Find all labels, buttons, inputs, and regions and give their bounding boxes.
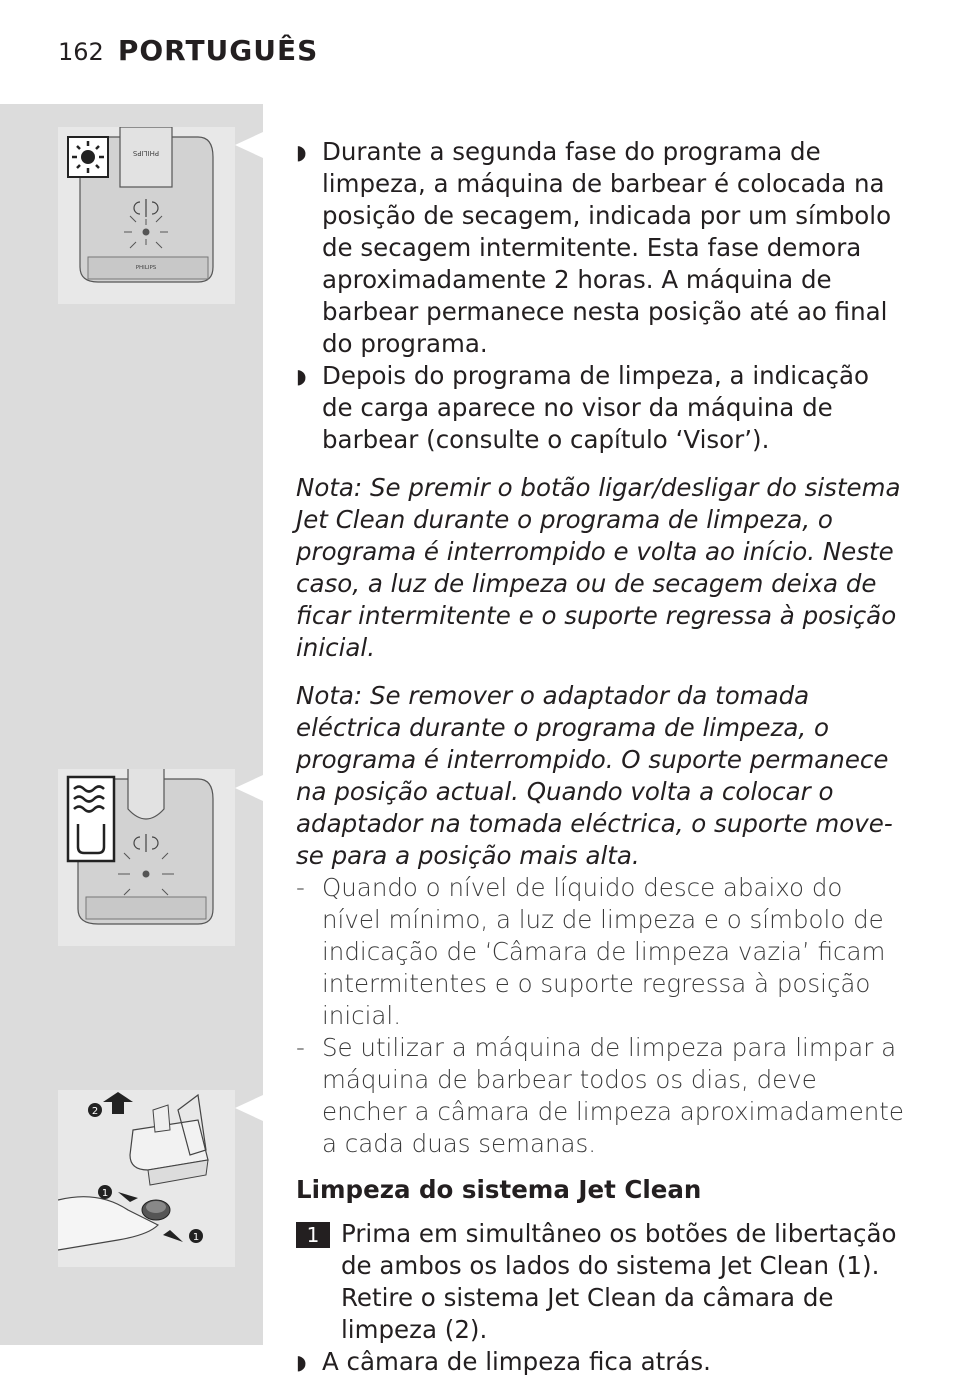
figure-pointer: [235, 1093, 263, 1123]
triangle-bullet-icon: ◗: [296, 364, 307, 388]
note-paragraph: Nota: Se remover o adaptador da tomada eléctrica durante o programa de limpeza, o programa é interrompido. O suporte permanece na posição actual. Quando volta a colocar o adaptador na tomada eléctrica, o suporte move-se para a posição mais alta.: [296, 681, 893, 870]
figure-remove-jet-clean: [58, 1090, 235, 1267]
dash-item: - Quando o nível de líquido desce abaixo do nível mínimo, a luz de limpeza e o símbolo de indicação de ‘Câmara de limpeza vazia’ ficam intermitentes e o suporte regressa à posição inicial.: [296, 873, 886, 1030]
brand-label: PHILIPS: [135, 265, 157, 271]
step-item: 1 Prima em simultâneo os botões de libertação de ambos os lados do sistema Jet Clean (1). Retire o sistema Jet Clean da câmara de limpeza (2).: [296, 1218, 906, 1346]
callout-1b: 1: [192, 1232, 200, 1243]
brand-label-rotated: PHILIPS: [132, 149, 160, 157]
main-content: [296, 136, 906, 1378]
figure-drying-position: [58, 127, 235, 304]
page-header: [58, 34, 318, 74]
triangle-bullet-icon: ◗: [296, 1350, 307, 1374]
callout-2: 2: [91, 1106, 99, 1117]
figure-empty-chamber: [58, 769, 235, 946]
figure-pointer: [235, 130, 263, 160]
dash-item: - Se utilizar a máquina de limpeza para limpar a máquina de barbear todos os dias, deve encher a câmara de limpeza aproximadamente a cada duas semanas.: [296, 1033, 904, 1158]
section-heading: Limpeza do sistema Jet Clean: [296, 1175, 702, 1204]
bullet-item: ◗ Durante a segunda fase do programa de limpeza, a máquina de barbear é colocada na posição de secagem, indicada por um símbolo de secagem intermitente. Esta fase demora aproximadamente 2 horas. A máquina de barbear permanece nesta posição até ao final do programa.: [296, 137, 892, 358]
triangle-bullet-icon: ◗: [296, 140, 307, 164]
language-title: PORTUGUÊS: [117, 34, 319, 67]
bullet-item: ◗ Depois do programa de limpeza, a indicação de carga aparece no visor da máquina de barbear (consulte o capítulo ‘Visor’).: [296, 361, 869, 454]
empty-chamber-icon: [68, 777, 114, 861]
step-number: 1: [296, 1222, 330, 1248]
figure-pointer: [235, 773, 263, 803]
bullet-item: ◗ A câmara de limpeza fica atrás.: [296, 1347, 711, 1376]
drying-sun-icon: [68, 137, 108, 177]
note-paragraph: Nota: Se premir o botão ligar/desligar do sistema Jet Clean durante o programa de limpeza, o programa é interrompido e volta ao início. Neste caso, a luz de limpeza ou de secagem deixa de ficar intermitente e o suporte regressa à posição inicial.: [296, 473, 901, 662]
page-number: 162: [58, 38, 104, 66]
callout-1a: 1: [101, 1188, 109, 1199]
